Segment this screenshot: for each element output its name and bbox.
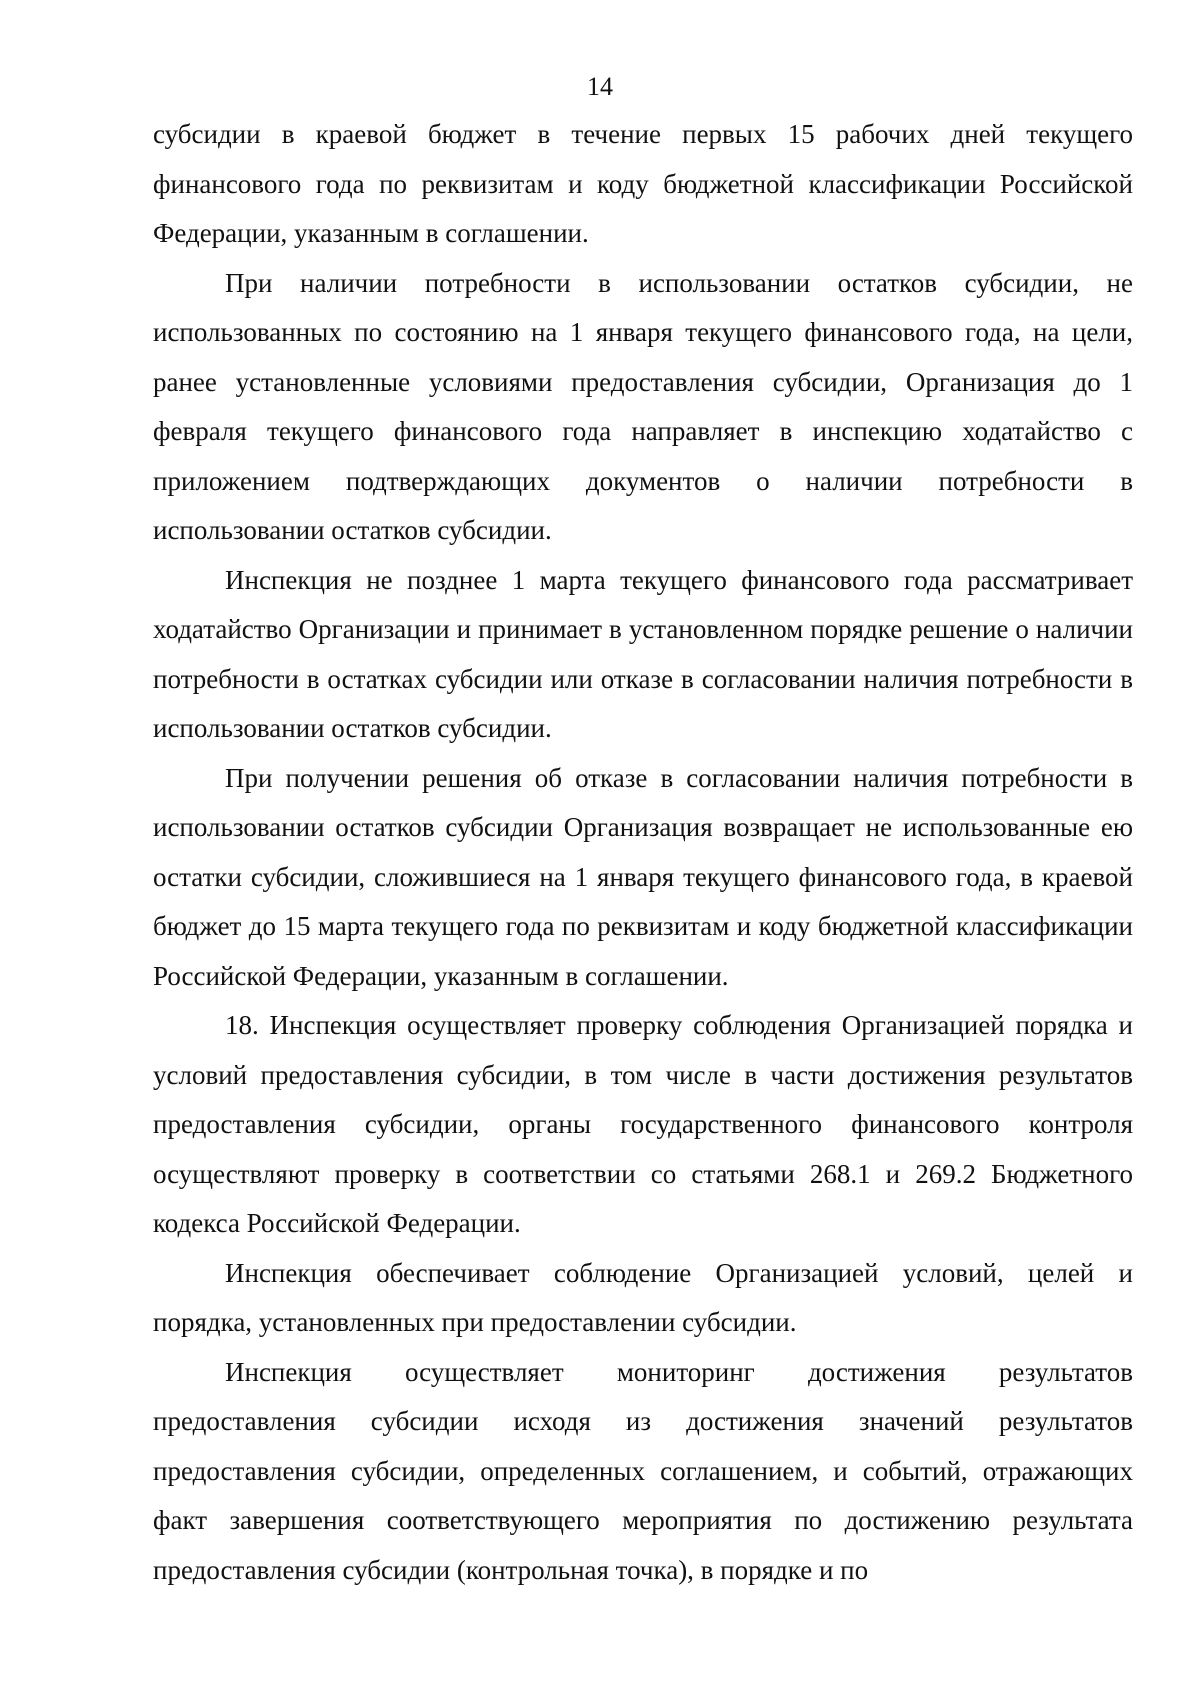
paragraph-monitoring: Инспекция осуществляет мониторинг достижения результатов предоставления субсидии исходя из достижения значений результатов предоставления субсидии, определенных соглашением, и событий, отражающих факт завершения соответствующего мероприятия по достижению результата предоставления субсидии (контрольная точка), в порядке и по [153, 1356, 1133, 1585]
paragraph-unused-balance-request: При наличии потребности в использовании остатков субсидии, не использованных по состоянию на 1 января текущего финансового года, на цели, ранее установленные условиями предоставления субсидии, Организация до 1 февраля текущего финансового года направляет в инспекцию ходатайство с приложением подтверждающих документов о наличии потребности в использовании остатков субсидии. [153, 267, 1133, 545]
page-number: 14 [587, 72, 613, 101]
document-body [153, 110, 1133, 1595]
paragraph-inspection-review: Инспекция не позднее 1 марта текущего финансового года рассматривает ходатайство Организации и принимает в установленном порядке решение о наличии потребности в остатках субсидии или отказе в согласовании наличия потребности в использовании остатков субсидии. [153, 564, 1133, 743]
paragraph-compliance: Инспекция обеспечивает соблюдение Организацией условий, целей и порядка, установленных при предоставлении субсидии. [153, 1257, 1133, 1337]
paragraph-item-18-control: 18. Инспекция осуществляет проверку соблюдения Организацией порядка и условий предоставления субсидии, в том числе в части достижения результатов предоставления субсидии, органы государственного финансового контроля осуществляют проверку в соответствии со статьями 268.1 и 269.2 Бюджетного кодекса Российской Федерации. [153, 1010, 1133, 1238]
paragraph-refusal-return: При получении решения об отказе в согласовании наличия потребности в использовании остатков субсидии Организация возвращает не использованные ею остатки субсидии, сложившиеся на 1 января текущего финансового года, в краевой бюджет до 15 марта текущего года по реквизитам и коду бюджетной классификации Российской Федерации, указанным в соглашении. [153, 762, 1133, 991]
paragraph-continuation: субсидии в краевой бюджет в течение первых 15 рабочих дней текущего финансового года по реквизитам и коду бюджетной классификации Российской Федерации, указанным в соглашении. [153, 119, 1133, 248]
